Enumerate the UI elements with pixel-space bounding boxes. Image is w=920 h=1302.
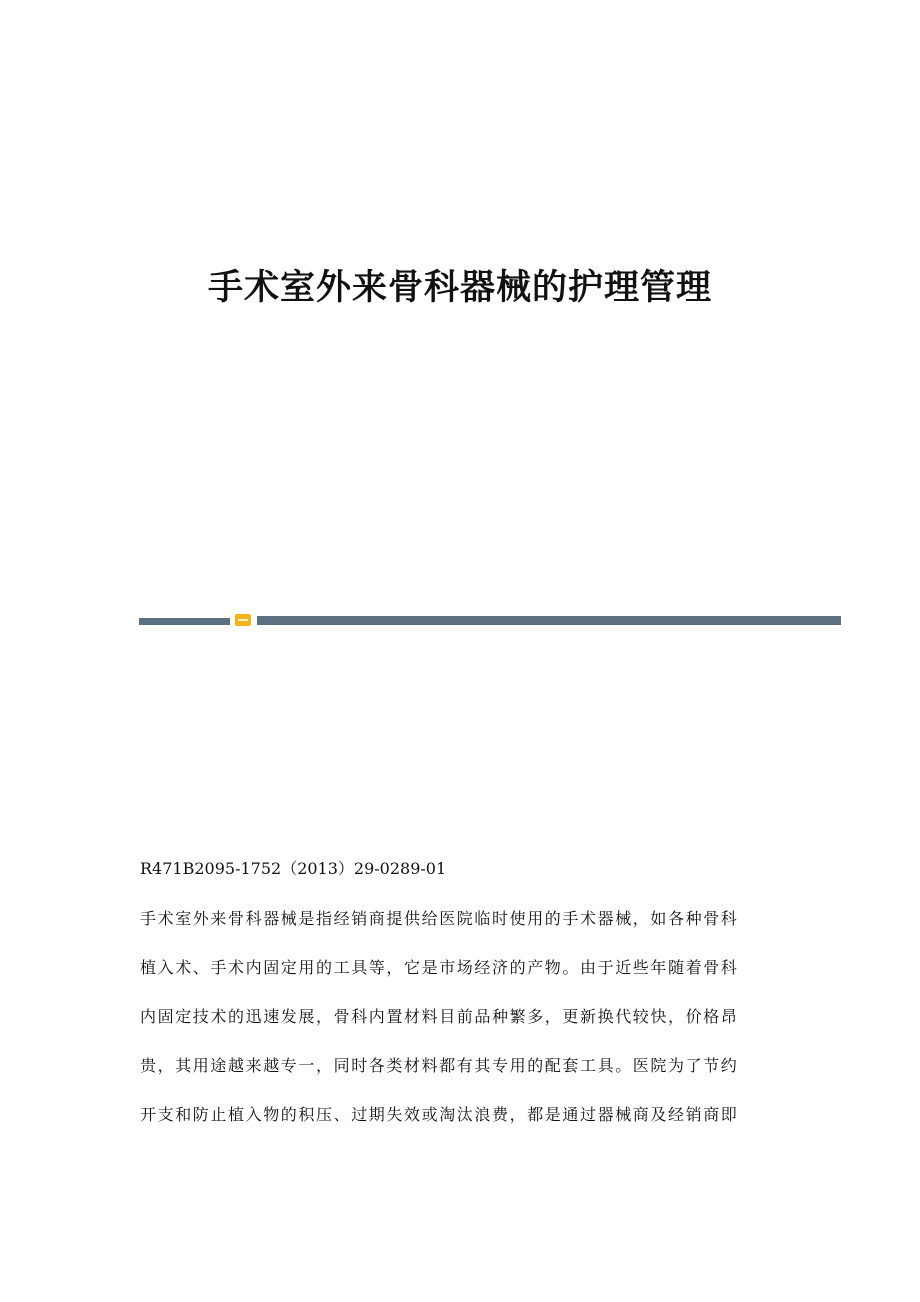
body-line: 贵，其用途越来越专一，同时各类材料都有其专用的配套工具。医院为了节约 bbox=[140, 1056, 739, 1075]
decorative-divider bbox=[139, 614, 841, 626]
divider-bar-left bbox=[139, 618, 230, 625]
body-paragraph bbox=[140, 908, 780, 1153]
body-line: 植入术、手术内固定用的工具等，它是市场经济的产物。由于近些年随着骨科 bbox=[140, 958, 739, 977]
body-line: 手术室外来骨科器械是指经销商提供给医院临时使用的手术器械，如各种骨科 bbox=[140, 909, 739, 928]
divider-badge-icon bbox=[235, 614, 251, 626]
divider-bar-right bbox=[257, 616, 841, 625]
document-title: 手术室外来骨科器械的护理管理 bbox=[207, 267, 712, 308]
body-line: 开支和防止植入物的积压、过期失效或淘汰浪费，都是通过器械商及经销商即 bbox=[140, 1105, 739, 1124]
classification-code: R471B2095-1752（2013）29-0289-01 bbox=[140, 859, 447, 878]
body-line: 内固定技术的迅速发展，骨科内置材料目前品种繁多，更新换代较快，价格昂 bbox=[140, 1007, 739, 1026]
